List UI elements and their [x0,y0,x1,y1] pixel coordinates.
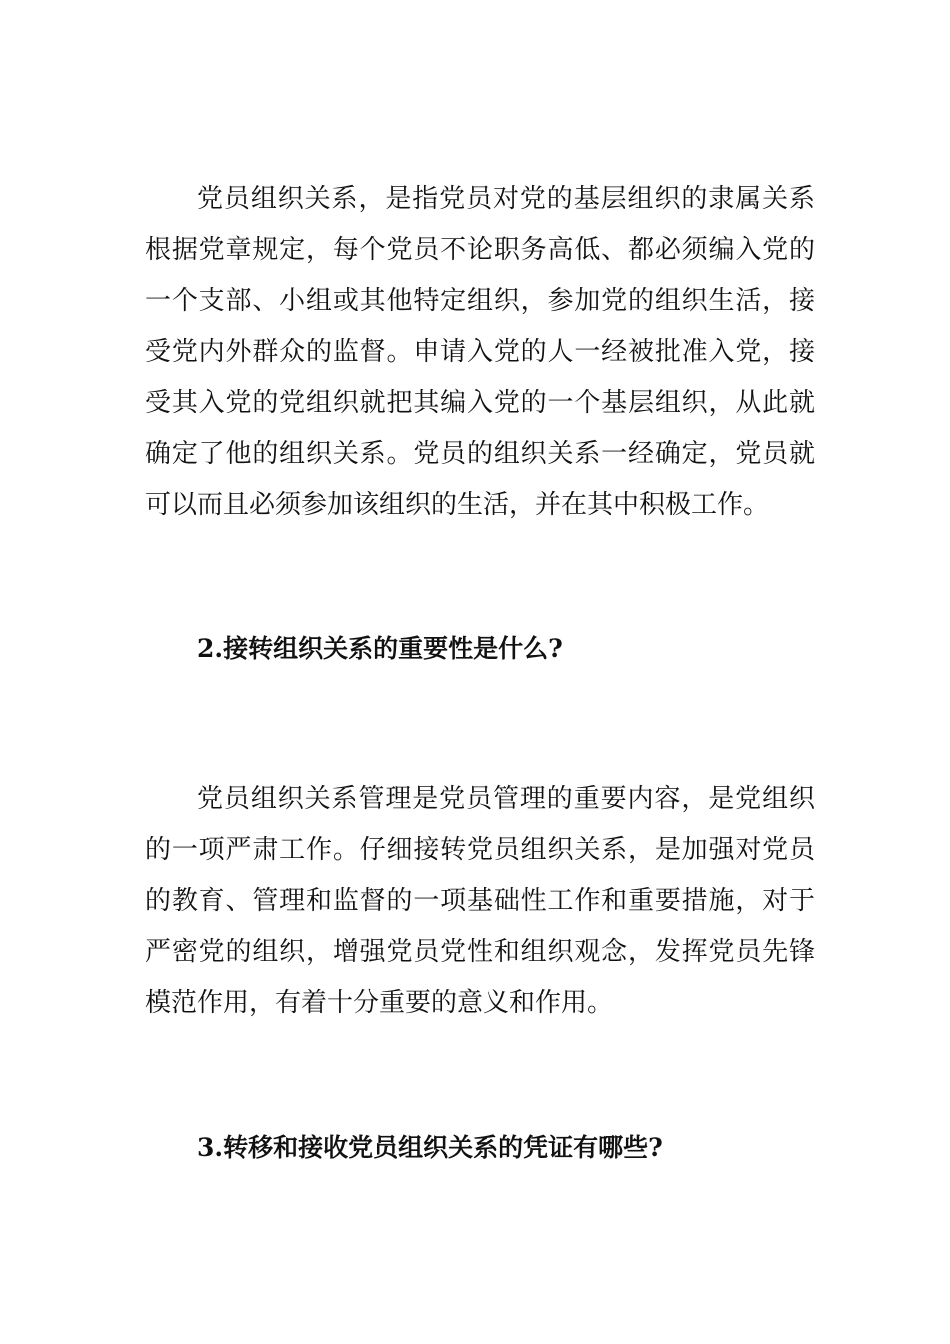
paragraph-line: 根据党章规定，每个党员不论职务高低、都必须编入党的 [145,235,815,265]
paragraph-line: 一个支部、小组或其他特定组织，参加党的组织生活，接 [145,286,815,316]
paragraph-line: 严密党的组织，增强党员党性和组织观念，发挥党员先锋 [145,937,815,967]
paragraph-line: 党员组织关系，是指党员对党的基层组织的隶属关系 [197,184,815,214]
section-heading-3: 3.转移和接收党员组织关系的凭证有哪些? [197,1133,663,1162]
paragraph-line: 党员组织关系管理是党员管理的重要内容，是党组织 [197,784,815,814]
paragraph-line: 确定了他的组织关系。党员的组织关系一经确定，党员就 [145,439,815,469]
paragraph-line: 模范作用，有着十分重要的意义和作用。 [145,988,614,1018]
paragraph-line: 可以而且必须参加该组织的生活，并在其中积极工作。 [145,490,770,520]
paragraph-organization-relation-definition [145,174,815,531]
paragraph-line: 受党内外群众的监督。申请入党的人一经被批准入党，接 [145,337,815,367]
paragraph-transfer-importance [145,774,815,1029]
section-heading-2: 2.接转组织关系的重要性是什么? [197,634,563,663]
paragraph-line: 的一项严肃工作。仔细接转党员组织关系，是加强对党员 [145,835,815,865]
paragraph-line: 受其入党的党组织就把其编入党的一个基层组织，从此就 [145,388,815,418]
paragraph-line: 的教育、管理和监督的一项基础性工作和重要措施，对于 [145,886,815,916]
